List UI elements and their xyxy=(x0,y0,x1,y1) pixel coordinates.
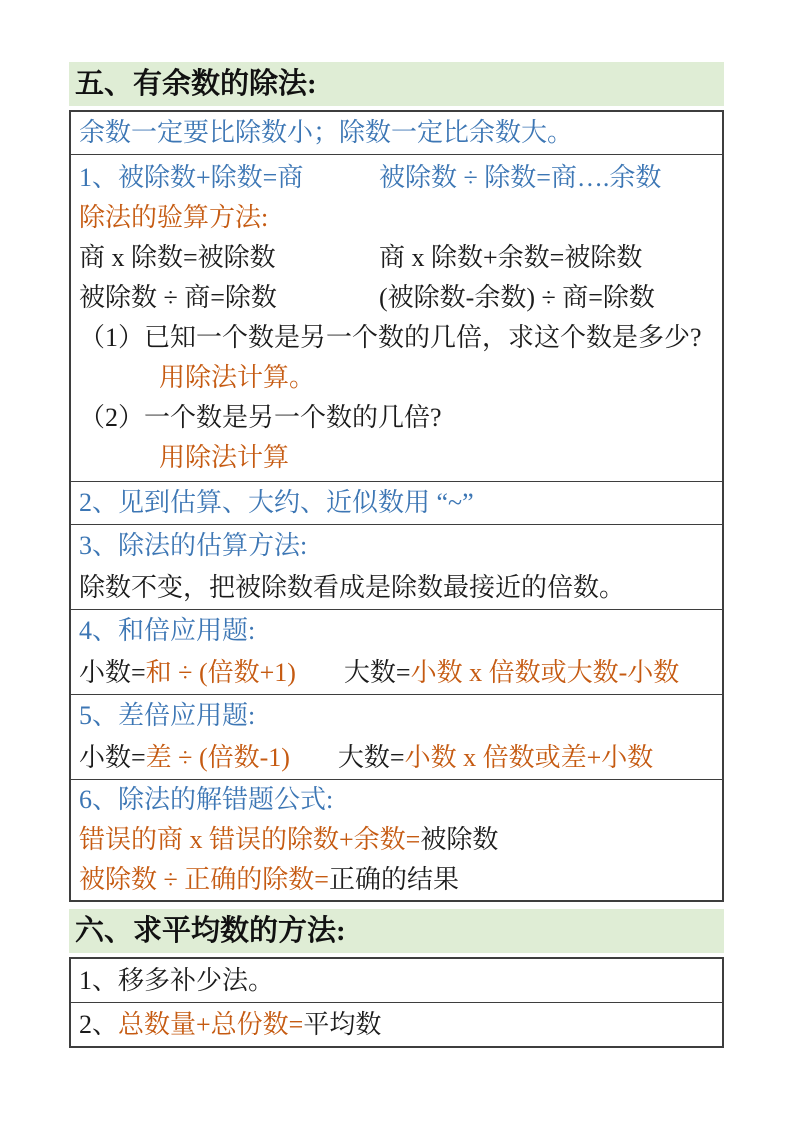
check2-right: (被除数-余数) ÷ 商=除数 xyxy=(379,283,655,312)
formula-line xyxy=(79,158,714,198)
item4-formula-line xyxy=(79,652,714,694)
section5-table xyxy=(69,110,724,902)
section6-title: 六、求平均数的方法: xyxy=(75,915,346,947)
item5-title-line xyxy=(79,695,714,737)
case1-text: （1）已知一个数是另一个数的几倍，求这个数是多少? xyxy=(79,323,702,352)
item6-title: 6、除法的解错题公式: xyxy=(79,785,334,814)
item6-f1-black: 被除数 xyxy=(420,825,499,854)
table-row-rule xyxy=(71,112,722,154)
case2-text: （2）一个数是另一个数的几倍? xyxy=(79,403,442,432)
section5-title: 五、有余数的除法: xyxy=(75,68,317,100)
formula-right: 被除数 ÷ 除数=商….余数 xyxy=(379,163,662,192)
table-row-item3 xyxy=(71,524,722,609)
item5-f1-label: 小数= xyxy=(79,743,146,772)
table-row-avg1 xyxy=(71,959,722,1002)
avg2-result: 平均数 xyxy=(303,1010,382,1039)
check-line-2 xyxy=(79,278,714,318)
case1-line xyxy=(79,318,714,358)
section6-header xyxy=(69,909,724,953)
section5-header xyxy=(69,62,724,106)
item3-body: 除数不变，把被除数看成是除数最接近的倍数。 xyxy=(79,573,626,602)
avg2-prefix: 2、 xyxy=(79,1010,119,1039)
check-line-1 xyxy=(79,238,714,278)
item6-formula2-line xyxy=(79,860,714,900)
avg1-text: 1、移多补少法。 xyxy=(79,966,275,995)
item5-title: 5、差倍应用题: xyxy=(79,701,256,730)
case2-line xyxy=(79,398,714,438)
item6-f2-orange: 被除数 ÷ 正确的除数= xyxy=(79,865,329,894)
item4-f1-label: 小数= xyxy=(79,658,146,687)
check1-left: 商 x 除数=被除数 xyxy=(79,243,276,272)
check1-right: 商 x 除数+余数=被除数 xyxy=(379,243,643,272)
table-row-item5 xyxy=(71,694,722,779)
item6-formula1-line xyxy=(79,820,714,860)
item6-f1-orange: 错误的商 x 错误的除数+余数= xyxy=(79,825,421,854)
item4-title: 4、和倍应用题: xyxy=(79,616,256,645)
formula-left: 1、被除数+除数=商 xyxy=(79,163,304,192)
item3-title-line xyxy=(79,525,714,567)
item5-formula-line xyxy=(79,737,714,779)
item5-f2-label: 大数= xyxy=(337,743,405,772)
case2-method-line xyxy=(79,438,714,478)
case1-method-line xyxy=(79,358,714,398)
avg2-formula: 总数量+总份数= xyxy=(118,1010,304,1039)
section6-table xyxy=(69,957,724,1048)
check-title-line xyxy=(79,198,714,238)
case1-method: 用除法计算。 xyxy=(159,363,316,392)
rule-text: 余数一定要比除数小；除数一定比余数大。 xyxy=(79,118,574,147)
check2-left: 被除数 ÷ 商=除数 xyxy=(79,283,277,312)
item3-title: 3、除法的估算方法: xyxy=(79,531,308,560)
item3-body-line xyxy=(79,567,714,609)
item5-f1-value: 差 ÷ (倍数-1) xyxy=(145,743,290,772)
item2-text: 2、见到估算、大约、近似数用 “~” xyxy=(79,488,474,517)
table-row-item1 xyxy=(71,154,722,481)
item6-f2-black: 正确的结果 xyxy=(328,865,459,894)
item4-f2-value: 小数 x 倍数或大数-小数 xyxy=(410,658,680,687)
table-row-item2 xyxy=(71,481,722,524)
case2-method: 用除法计算 xyxy=(159,443,290,472)
table-row-item6 xyxy=(71,779,722,900)
item6-title-line xyxy=(79,780,714,820)
item5-f2-value: 小数 x 倍数或差+小数 xyxy=(404,743,654,772)
item4-f2-label: 大数= xyxy=(343,658,411,687)
item4-title-line xyxy=(79,610,714,652)
table-row-item4 xyxy=(71,609,722,694)
table-row-avg2 xyxy=(71,1002,722,1046)
check-title: 除法的验算方法: xyxy=(79,203,269,232)
item4-f1-value: 和 ÷ (倍数+1) xyxy=(145,658,296,687)
